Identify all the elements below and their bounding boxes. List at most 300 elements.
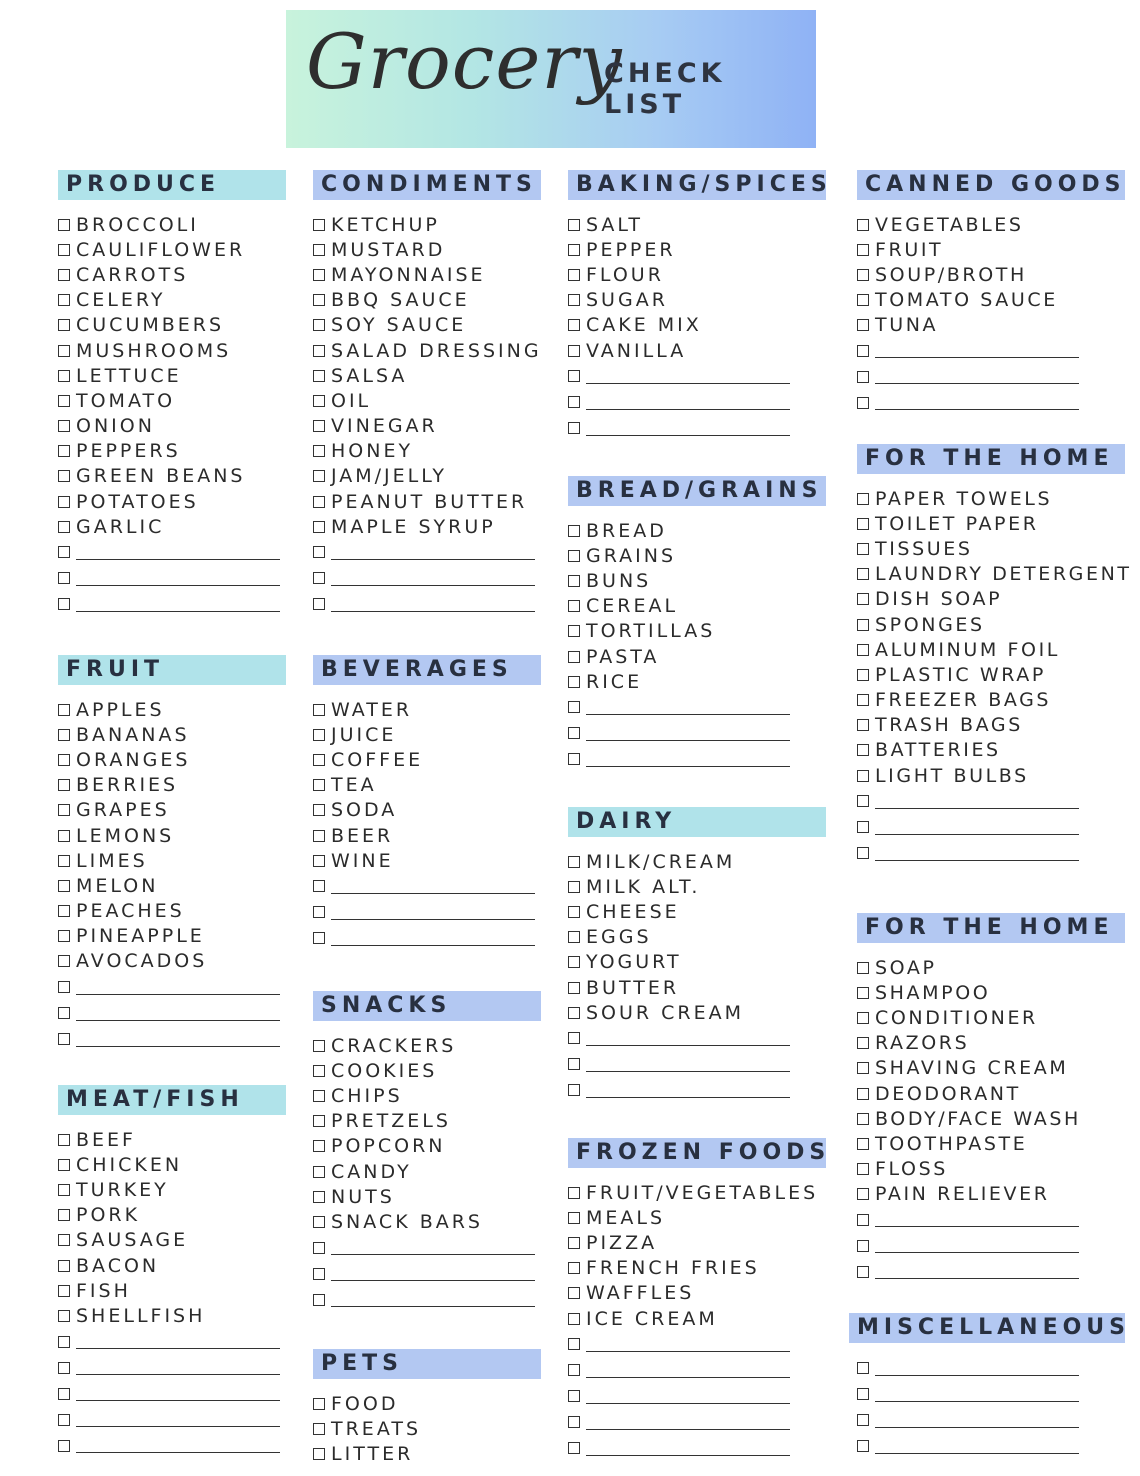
checklist-item[interactable] (857, 1131, 1125, 1156)
checklist-item[interactable] (568, 874, 826, 899)
blank-entry[interactable] (568, 363, 826, 389)
checklist-item[interactable] (313, 1391, 541, 1416)
checkbox[interactable] (568, 956, 580, 968)
blank-entry[interactable] (568, 415, 826, 441)
checklist-item[interactable] (313, 414, 541, 439)
blank-entry[interactable] (857, 1407, 1125, 1433)
checkbox[interactable] (313, 244, 325, 256)
checkbox[interactable] (58, 1209, 70, 1221)
checkbox[interactable] (58, 855, 70, 867)
blank-entry[interactable] (58, 591, 286, 617)
write-in-line[interactable] (586, 1403, 790, 1404)
checklist-item[interactable] (568, 1281, 826, 1306)
checkbox[interactable] (568, 1007, 580, 1019)
checklist-item[interactable] (58, 1127, 286, 1152)
checklist-item[interactable] (58, 288, 286, 313)
checkbox[interactable] (568, 856, 580, 868)
checkbox[interactable] (58, 830, 70, 842)
checkbox[interactable] (58, 319, 70, 331)
checkbox[interactable] (313, 1090, 325, 1102)
checklist-item[interactable] (58, 848, 286, 873)
write-in-line[interactable] (76, 559, 280, 560)
checklist-item[interactable] (58, 899, 286, 924)
blank-entry[interactable] (58, 974, 286, 1000)
checkbox[interactable] (568, 1187, 580, 1199)
checklist-item[interactable] (568, 1205, 826, 1230)
checklist-item[interactable] (58, 798, 286, 823)
checkbox[interactable] (58, 420, 70, 432)
checklist-item[interactable] (857, 763, 1125, 788)
checklist-item[interactable] (857, 662, 1125, 687)
checkbox[interactable] (568, 1416, 580, 1428)
blank-entry[interactable] (568, 1051, 826, 1077)
checkbox[interactable] (58, 1033, 70, 1045)
checkbox[interactable] (568, 1084, 580, 1096)
blank-entry[interactable] (568, 694, 826, 720)
checkbox[interactable] (568, 1390, 580, 1402)
checkbox[interactable] (857, 219, 869, 231)
checkbox[interactable] (857, 962, 869, 974)
blank-entry[interactable] (58, 1329, 286, 1355)
checkbox[interactable] (857, 694, 869, 706)
checkbox[interactable] (58, 1362, 70, 1374)
checkbox[interactable] (857, 543, 869, 555)
checklist-item[interactable] (313, 1058, 541, 1083)
checklist-item[interactable] (568, 669, 826, 694)
write-in-line[interactable] (76, 1046, 280, 1047)
checkbox[interactable] (313, 294, 325, 306)
checklist-item[interactable] (58, 773, 286, 798)
blank-entry[interactable] (568, 389, 826, 415)
checkbox[interactable] (313, 572, 325, 584)
checklist-item[interactable] (568, 568, 826, 593)
write-in-line[interactable] (76, 1374, 280, 1375)
checkbox[interactable] (857, 1214, 869, 1226)
checklist-item[interactable] (58, 212, 286, 237)
checkbox[interactable] (313, 319, 325, 331)
checkbox[interactable] (58, 546, 70, 558)
checkbox[interactable] (58, 1440, 70, 1452)
checkbox[interactable] (568, 701, 580, 713)
checklist-item[interactable] (313, 1134, 541, 1159)
checklist-item[interactable] (313, 313, 541, 338)
write-in-line[interactable] (76, 611, 280, 612)
checkbox[interactable] (857, 1188, 869, 1200)
checkbox[interactable] (58, 1414, 70, 1426)
blank-entry[interactable] (313, 899, 541, 925)
checkbox[interactable] (58, 880, 70, 892)
checklist-item[interactable] (58, 1303, 286, 1328)
checklist-item[interactable] (58, 388, 286, 413)
write-in-line[interactable] (875, 808, 1079, 809)
blank-entry[interactable] (857, 1233, 1125, 1259)
checklist-item[interactable] (568, 237, 826, 262)
checklist-item[interactable] (568, 212, 826, 237)
checklist-item[interactable] (857, 237, 1125, 262)
checklist-item[interactable] (313, 1083, 541, 1108)
checklist-item[interactable] (58, 924, 286, 949)
checkbox[interactable] (857, 1088, 869, 1100)
checklist-item[interactable] (313, 1033, 541, 1058)
checklist-item[interactable] (568, 594, 826, 619)
checkbox[interactable] (313, 598, 325, 610)
checkbox[interactable] (857, 319, 869, 331)
checkbox[interactable] (58, 521, 70, 533)
blank-entry[interactable] (857, 1355, 1125, 1381)
checkbox[interactable] (313, 269, 325, 281)
checkbox[interactable] (857, 987, 869, 999)
write-in-line[interactable] (875, 1453, 1079, 1454)
checkbox[interactable] (857, 1388, 869, 1400)
blank-entry[interactable] (568, 1077, 826, 1103)
checklist-item[interactable] (857, 637, 1125, 662)
checklist-item[interactable] (58, 414, 286, 439)
write-in-line[interactable] (331, 919, 535, 920)
write-in-line[interactable] (76, 994, 280, 995)
write-in-line[interactable] (331, 1280, 535, 1281)
checkbox[interactable] (58, 572, 70, 584)
blank-entry[interactable] (313, 1261, 541, 1287)
checklist-item[interactable] (313, 1184, 541, 1209)
checkbox[interactable] (857, 493, 869, 505)
write-in-line[interactable] (586, 409, 790, 410)
checkbox[interactable] (313, 219, 325, 231)
checklist-item[interactable] (857, 313, 1125, 338)
checklist-item[interactable] (857, 486, 1125, 511)
checkbox[interactable] (568, 1442, 580, 1454)
write-in-line[interactable] (331, 559, 535, 560)
blank-entry[interactable] (857, 788, 1125, 814)
checkbox[interactable] (568, 219, 580, 231)
checklist-item[interactable] (313, 363, 541, 388)
checklist-item[interactable] (313, 439, 541, 464)
checkbox[interactable] (568, 1287, 580, 1299)
write-in-line[interactable] (875, 409, 1079, 410)
write-in-line[interactable] (875, 860, 1079, 861)
write-in-line[interactable] (76, 1400, 280, 1401)
checklist-item[interactable] (857, 612, 1125, 637)
checklist-item[interactable] (313, 848, 541, 873)
checkbox[interactable] (857, 669, 869, 681)
checkbox[interactable] (857, 770, 869, 782)
blank-entry[interactable] (313, 1235, 541, 1261)
write-in-line[interactable] (76, 1452, 280, 1453)
checkbox[interactable] (857, 1362, 869, 1374)
checkbox[interactable] (568, 881, 580, 893)
checkbox[interactable] (568, 550, 580, 562)
write-in-line[interactable] (875, 357, 1079, 358)
checkbox[interactable] (568, 575, 580, 587)
blank-entry[interactable] (58, 1381, 286, 1407)
checklist-item[interactable] (568, 543, 826, 568)
blank-entry[interactable] (313, 1287, 541, 1313)
checklist-item[interactable] (857, 562, 1132, 587)
checklist-item[interactable] (568, 1180, 826, 1205)
blank-entry[interactable] (857, 338, 1125, 364)
checkbox[interactable] (58, 345, 70, 357)
checkbox[interactable] (857, 619, 869, 631)
write-in-line[interactable] (586, 1097, 790, 1098)
checkbox[interactable] (857, 1138, 869, 1150)
blank-entry[interactable] (857, 1433, 1125, 1459)
blank-entry[interactable] (568, 1357, 826, 1383)
checkbox[interactable] (568, 370, 580, 382)
checkbox[interactable] (857, 518, 869, 530)
checklist-item[interactable] (58, 823, 286, 848)
checklist-item[interactable] (857, 1157, 1125, 1182)
blank-entry[interactable] (857, 1381, 1125, 1407)
checkbox[interactable] (58, 704, 70, 716)
checkbox[interactable] (313, 830, 325, 842)
checklist-item[interactable] (568, 262, 826, 287)
checkbox[interactable] (313, 546, 325, 558)
checklist-item[interactable] (313, 237, 541, 262)
checkbox[interactable] (313, 1140, 325, 1152)
blank-entry[interactable] (857, 364, 1125, 390)
checkbox[interactable] (568, 982, 580, 994)
write-in-line[interactable] (875, 834, 1079, 835)
checklist-item[interactable] (58, 363, 286, 388)
checkbox[interactable] (313, 521, 325, 533)
checkbox[interactable] (857, 644, 869, 656)
checklist-item[interactable] (313, 722, 541, 747)
checkbox[interactable] (857, 568, 869, 580)
checkbox[interactable] (58, 395, 70, 407)
checkbox[interactable] (58, 470, 70, 482)
checkbox[interactable] (857, 1012, 869, 1024)
checklist-item[interactable] (568, 1230, 826, 1255)
checkbox[interactable] (313, 1242, 325, 1254)
checkbox[interactable] (313, 445, 325, 457)
checklist-item[interactable] (857, 511, 1125, 536)
checklist-item[interactable] (568, 950, 826, 975)
checklist-item[interactable] (313, 338, 541, 363)
checkbox[interactable] (58, 1134, 70, 1146)
checkbox[interactable] (857, 1414, 869, 1426)
checkbox[interactable] (568, 396, 580, 408)
checkbox[interactable] (313, 1040, 325, 1052)
checkbox[interactable] (857, 1440, 869, 1452)
checklist-item[interactable] (568, 644, 826, 669)
blank-entry[interactable] (313, 565, 541, 591)
checkbox[interactable] (568, 1212, 580, 1224)
checklist-item[interactable] (857, 713, 1125, 738)
blank-entry[interactable] (58, 1355, 286, 1381)
checkbox[interactable] (58, 370, 70, 382)
checklist-item[interactable] (58, 237, 286, 262)
checkbox[interactable] (857, 719, 869, 731)
checkbox[interactable] (568, 1262, 580, 1274)
checkbox[interactable] (58, 1184, 70, 1196)
write-in-line[interactable] (331, 945, 535, 946)
checkbox[interactable] (58, 1336, 70, 1348)
checklist-item[interactable] (568, 849, 826, 874)
write-in-line[interactable] (331, 1306, 535, 1307)
checkbox[interactable] (857, 1240, 869, 1252)
checklist-item[interactable] (58, 722, 286, 747)
write-in-line[interactable] (875, 383, 1079, 384)
checkbox[interactable] (857, 821, 869, 833)
checkbox[interactable] (857, 269, 869, 281)
checkbox[interactable] (313, 1191, 325, 1203)
write-in-line[interactable] (586, 714, 790, 715)
checklist-item[interactable] (857, 536, 1125, 561)
checkbox[interactable] (313, 1423, 325, 1435)
blank-entry[interactable] (568, 1025, 826, 1051)
checkbox[interactable] (857, 744, 869, 756)
checkbox[interactable] (58, 930, 70, 942)
checklist-item[interactable] (58, 439, 286, 464)
checkbox[interactable] (58, 1285, 70, 1297)
checklist-item[interactable] (313, 1209, 541, 1234)
checklist-item[interactable] (857, 288, 1125, 313)
checkbox[interactable] (568, 1313, 580, 1325)
checkbox[interactable] (857, 593, 869, 605)
checklist-item[interactable] (58, 514, 286, 539)
checkbox[interactable] (568, 931, 580, 943)
checkbox[interactable] (568, 244, 580, 256)
checklist-item[interactable] (568, 518, 826, 543)
write-in-line[interactable] (875, 1375, 1079, 1376)
checkbox[interactable] (568, 906, 580, 918)
checkbox[interactable] (58, 1260, 70, 1272)
checkbox[interactable] (58, 1310, 70, 1322)
checklist-item[interactable] (313, 489, 541, 514)
write-in-line[interactable] (875, 1427, 1079, 1428)
checklist-item[interactable] (313, 1416, 541, 1441)
write-in-line[interactable] (331, 611, 535, 612)
blank-entry[interactable] (568, 1383, 826, 1409)
checkbox[interactable] (313, 880, 325, 892)
checkbox[interactable] (313, 420, 325, 432)
checkbox[interactable] (857, 795, 869, 807)
checklist-item[interactable] (857, 980, 1125, 1005)
checklist-item[interactable] (857, 262, 1125, 287)
checkbox[interactable] (857, 1266, 869, 1278)
write-in-line[interactable] (586, 1351, 790, 1352)
checklist-item[interactable] (58, 949, 286, 974)
checklist-item[interactable] (857, 1056, 1125, 1081)
checkbox[interactable] (313, 1115, 325, 1127)
checkbox[interactable] (568, 753, 580, 765)
checklist-item[interactable] (313, 514, 541, 539)
checkbox[interactable] (58, 1007, 70, 1019)
checklist-item[interactable] (313, 388, 541, 413)
checkbox[interactable] (313, 729, 325, 741)
checklist-item[interactable] (857, 1106, 1125, 1131)
blank-entry[interactable] (58, 1000, 286, 1026)
checklist-item[interactable] (313, 697, 541, 722)
checkbox[interactable] (313, 1448, 325, 1460)
checklist-item[interactable] (568, 1256, 826, 1281)
checkbox[interactable] (857, 847, 869, 859)
checkbox[interactable] (857, 1163, 869, 1175)
blank-entry[interactable] (313, 539, 541, 565)
checkbox[interactable] (857, 244, 869, 256)
checkbox[interactable] (313, 906, 325, 918)
write-in-line[interactable] (586, 766, 790, 767)
checklist-item[interactable] (857, 955, 1125, 980)
checklist-item[interactable] (58, 873, 286, 898)
write-in-line[interactable] (586, 1429, 790, 1430)
checkbox[interactable] (568, 525, 580, 537)
checklist-item[interactable] (568, 975, 826, 1000)
write-in-line[interactable] (586, 435, 790, 436)
checkbox[interactable] (58, 1234, 70, 1246)
checkbox[interactable] (313, 754, 325, 766)
checkbox[interactable] (568, 600, 580, 612)
checklist-item[interactable] (58, 1152, 286, 1177)
checklist-item[interactable] (857, 212, 1125, 237)
checkbox[interactable] (568, 1338, 580, 1350)
write-in-line[interactable] (586, 1377, 790, 1378)
blank-entry[interactable] (58, 565, 286, 591)
blank-entry[interactable] (568, 720, 826, 746)
checklist-item[interactable] (58, 262, 286, 287)
checkbox[interactable] (58, 269, 70, 281)
checkbox[interactable] (857, 1113, 869, 1125)
checklist-item[interactable] (568, 1306, 826, 1331)
checklist-item[interactable] (568, 313, 826, 338)
checklist-item[interactable] (58, 1177, 286, 1202)
checkbox[interactable] (313, 345, 325, 357)
blank-entry[interactable] (568, 1409, 826, 1435)
checklist-item[interactable] (857, 1081, 1125, 1106)
checklist-item[interactable] (58, 1203, 286, 1228)
checkbox[interactable] (58, 729, 70, 741)
checklist-item[interactable] (857, 688, 1125, 713)
checkbox[interactable] (58, 754, 70, 766)
checklist-item[interactable] (313, 1441, 541, 1466)
blank-entry[interactable] (857, 1207, 1125, 1233)
checkbox[interactable] (857, 371, 869, 383)
checklist-item[interactable] (313, 262, 541, 287)
checkbox[interactable] (58, 1159, 70, 1171)
checklist-item[interactable] (568, 1000, 826, 1025)
checklist-item[interactable] (568, 899, 826, 924)
checkbox[interactable] (58, 244, 70, 256)
checkbox[interactable] (313, 370, 325, 382)
write-in-line[interactable] (76, 1348, 280, 1349)
checkbox[interactable] (58, 981, 70, 993)
checklist-item[interactable] (58, 313, 286, 338)
blank-entry[interactable] (857, 390, 1125, 416)
checkbox[interactable] (58, 496, 70, 508)
write-in-line[interactable] (331, 893, 535, 894)
checklist-item[interactable] (857, 1005, 1125, 1030)
checkbox[interactable] (313, 470, 325, 482)
write-in-line[interactable] (586, 383, 790, 384)
checkbox[interactable] (58, 905, 70, 917)
write-in-line[interactable] (586, 1045, 790, 1046)
blank-entry[interactable] (58, 1026, 286, 1052)
checkbox[interactable] (568, 1058, 580, 1070)
checkbox[interactable] (58, 1388, 70, 1400)
checklist-item[interactable] (857, 1031, 1125, 1056)
checkbox[interactable] (857, 1037, 869, 1049)
blank-entry[interactable] (568, 1331, 826, 1357)
write-in-line[interactable] (875, 1278, 1079, 1279)
checklist-item[interactable] (58, 338, 286, 363)
blank-entry[interactable] (58, 1433, 286, 1459)
checkbox[interactable] (313, 395, 325, 407)
blank-entry[interactable] (568, 1435, 826, 1461)
checkbox[interactable] (313, 1294, 325, 1306)
write-in-line[interactable] (76, 1020, 280, 1021)
checklist-item[interactable] (58, 747, 286, 772)
checklist-item[interactable] (58, 697, 286, 722)
checkbox[interactable] (313, 1398, 325, 1410)
